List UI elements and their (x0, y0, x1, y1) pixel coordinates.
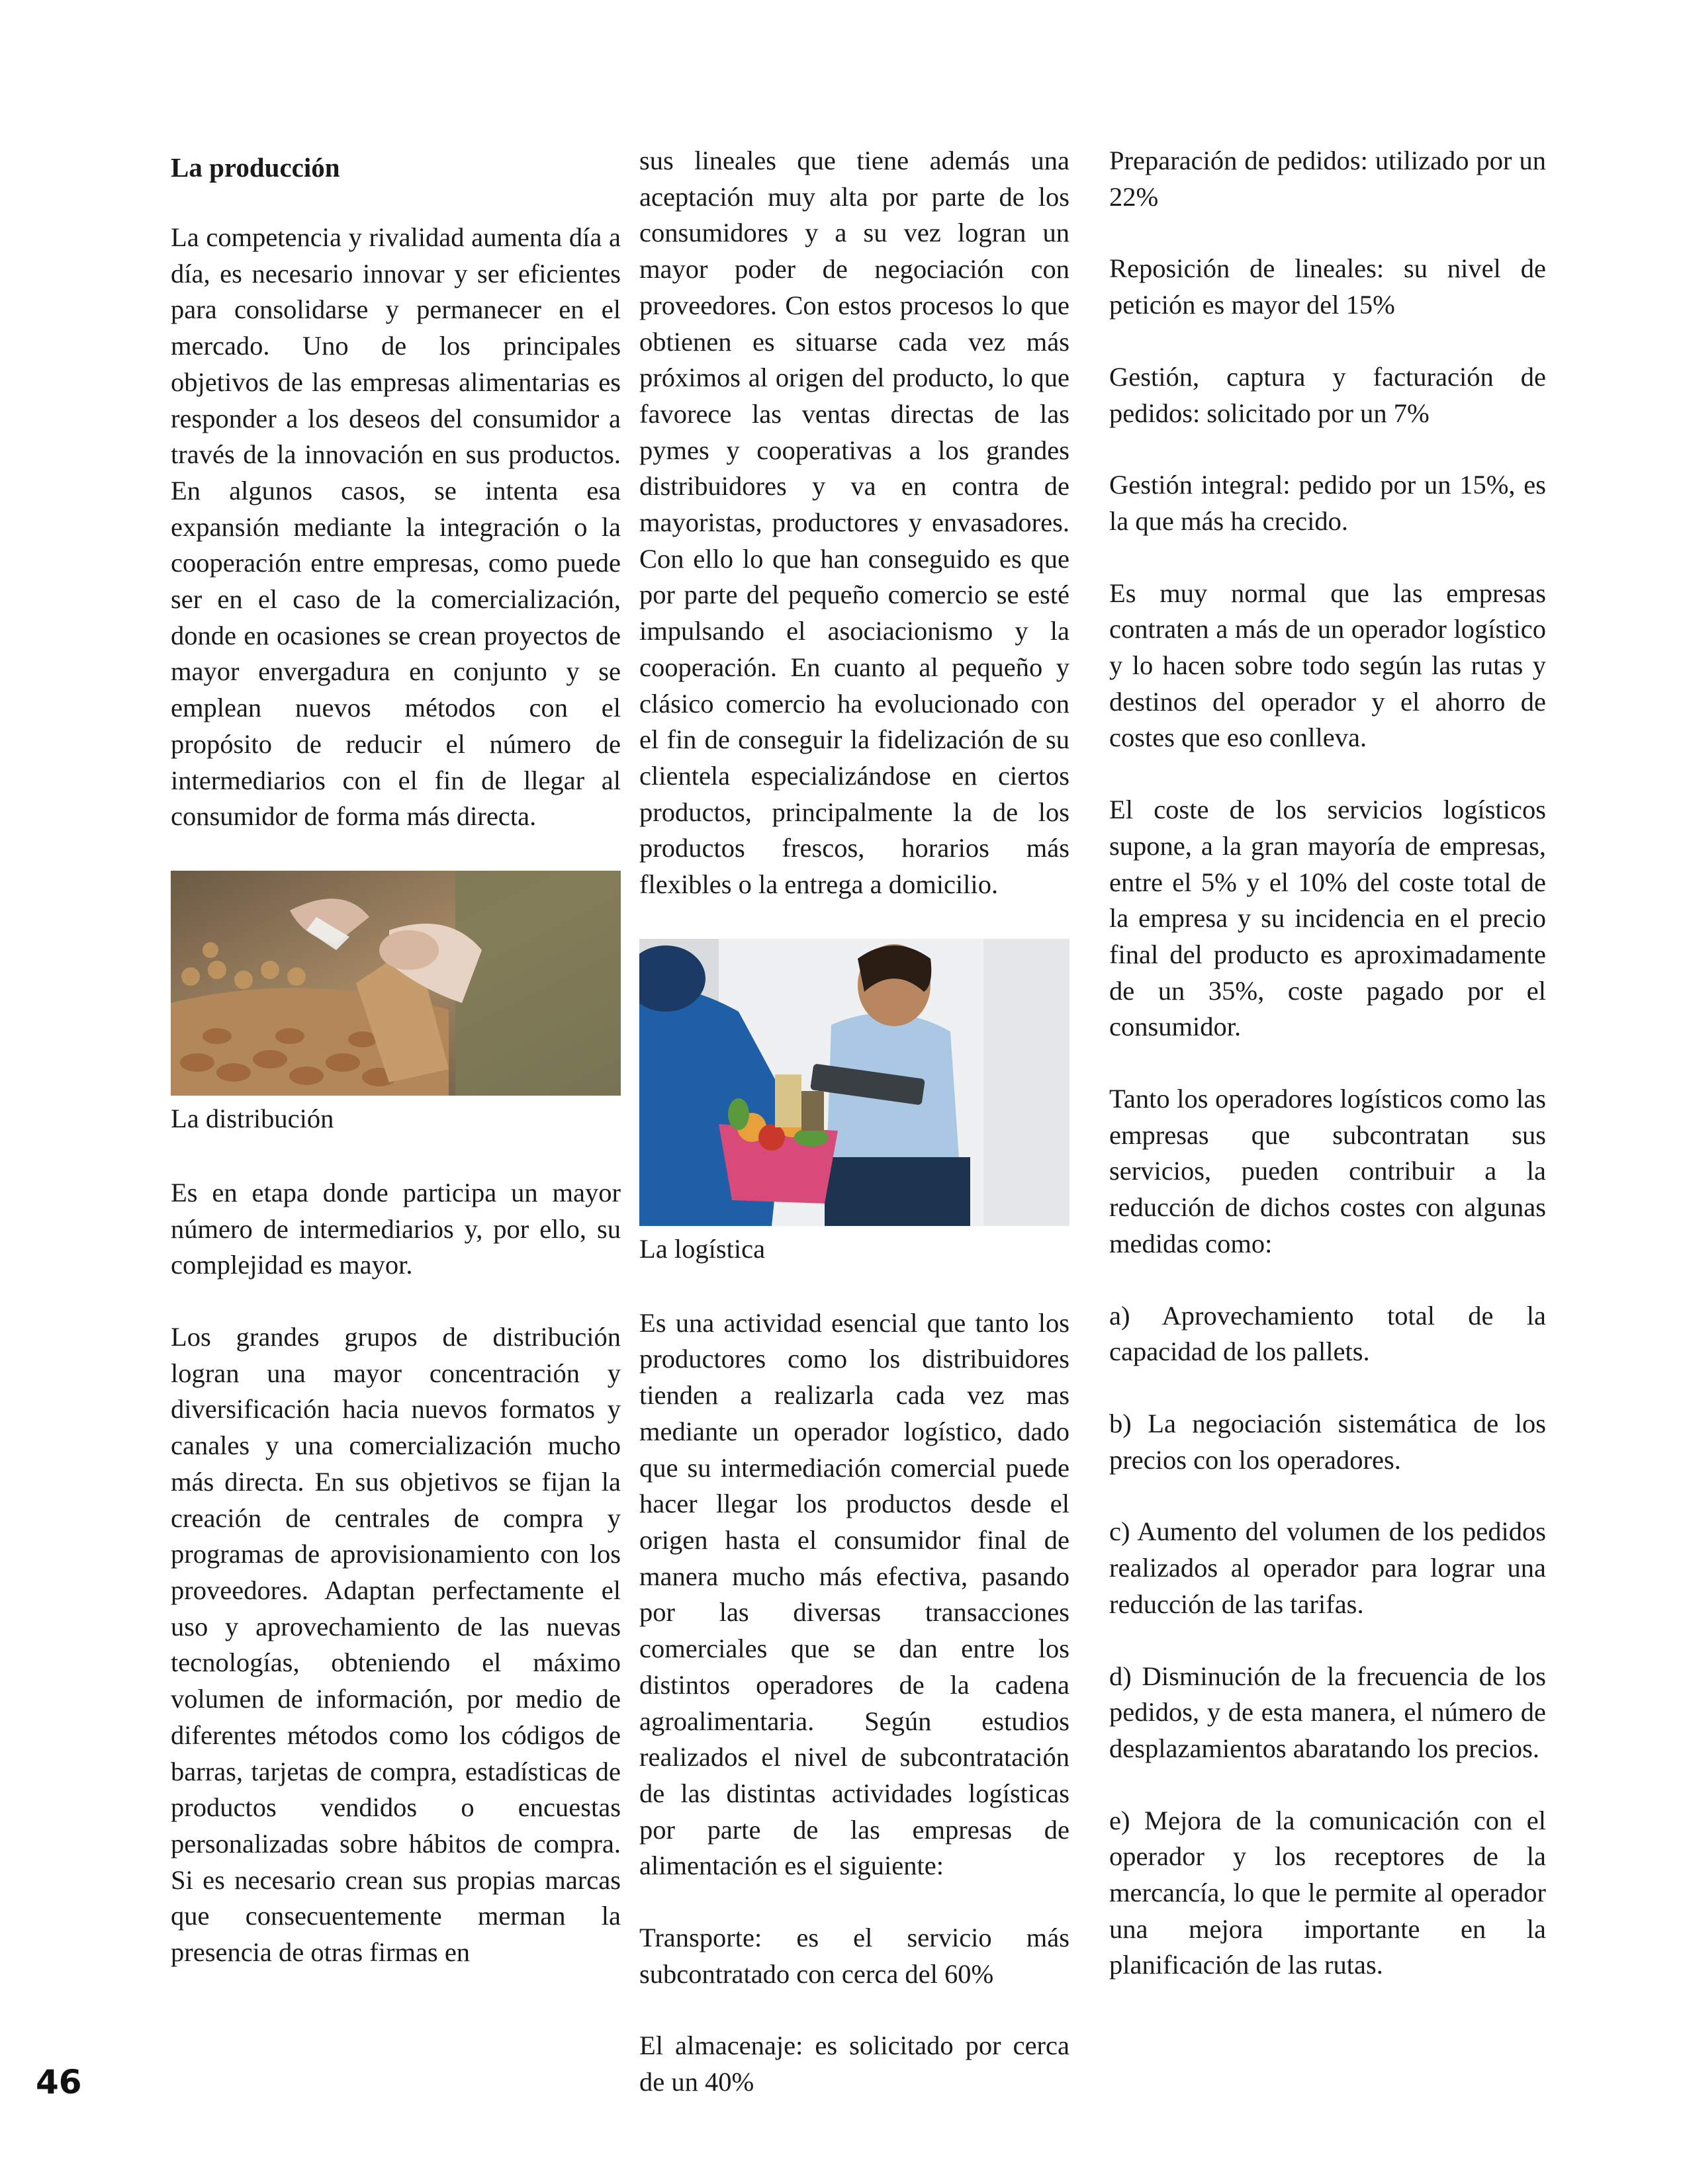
column-3 (1109, 143, 1546, 2019)
page-number: 46 (36, 2063, 82, 2101)
figure-caption: La distribución (171, 1103, 334, 1133)
paragraph: Preparación de pedidos: utilizado por un 22% (1109, 146, 1546, 212)
paragraph: La competencia y rivalidad aumenta día a día, es necesario innovar y ser eficientes para consolidarse y permanecer en el mercado. Uno de los principales objetivos de las empresas alimentarias es responder a los deseos del consumidor a través de la innovación en sus productos. En algunos casos, se intenta esa expansión mediante la integración o la cooperación entre empresas, como puede ser en el caso de la comercialización, donde en ocasiones se crean proyectos de mayor envergadura en conjunto y se emplean nuevos métodos con el propósito de reducir el número de intermediarios con el fin de llegar al consumidor de forma más directa. (171, 222, 621, 832)
paragraph: Es en etapa donde participa un mayor número de intermediarios y, por ello, su complejidad es mayor. (171, 1177, 621, 1280)
nuts-market-photo (171, 871, 621, 1096)
column-1 (171, 143, 621, 2007)
paragraph: Gestión, captura y facturación de pedidos: solicitado por un 7% (1109, 361, 1546, 428)
paragraph: Tanto los operadores logísticos como las empresas que subcontratan sus servicios, pueden contribuir a la reducción de dichos costes con algunas medidas como: (1109, 1084, 1546, 1258)
paragraph: El coste de los servicios logísticos supone, a la gran mayoría de empresas, entre el 5% y el 10% del coste total de la empresa y su incidencia en el precio final del producto es aproximadamente de un 35%, coste pagado por el consumidor. (1109, 795, 1546, 1042)
paragraph: Gestión integral: pedido por un 15%, es la que más ha crecido. (1109, 470, 1546, 536)
figure-caption: La logística (639, 1233, 766, 1264)
figure-distribution (171, 871, 621, 1137)
list-item: d) Disminución de la frecuencia de los pedidos, y de esta manera, el número de desplazamientos abaratando los precios. (1109, 1661, 1546, 1763)
delivery-photo (639, 939, 1069, 1226)
paragraph: Es una actividad esencial que tanto los productores como los distribuidores tienden a realizarla cada vez mas mediante un operador logístico, dado que su intermediación comercial puede hacer llegar los productos desde el origen hasta el consumidor final de manera mucho más efectiva, pasando por las diversas transacciones comerciales que se dan entre los distintos operadores de la cadena agroalimentaria. Según estudios realizados el nivel de subcontratación de las distintas actividades logísticas por parte de las empresas de alimentación es el siguiente: (639, 1307, 1069, 1881)
paragraph: El almacenaje: es solicitado por cerca de un 40% (639, 2031, 1069, 2097)
paragraph: Transporte: es el servicio más subcontratado con cerca del 60% (639, 1923, 1069, 1989)
list-item: e) Mejora de la comunicación con el operador y los receptores de la mercancía, lo que le permite al operador una mejora importante en la planificación de las rutas. (1109, 1805, 1546, 1980)
paragraph: Reposición de lineales: su nivel de petición es mayor del 15% (1109, 253, 1546, 320)
list-item: a) Aprovechamiento total de la capacidad de los pallets. (1109, 1300, 1546, 1367)
paragraph: sus lineales que tiene además una aceptación muy alta por parte de los consumidores y a su vez logran un mayor poder de negociación con proveedores. Con estos procesos lo que obtienen es situarse cada vez más próximos al origen del producto, lo que favorece las ventas directas de las pymes y cooperativas a los grandes distribuidores y va en contra de mayoristas, productores y envasadores. Con ello lo que han conseguido es que por parte del pequeño comercio se esté impulsando el asociacionismo y la cooperación. En cuanto al pequeño y clásico comercio ha evolucionado con el fin de conseguir la fidelización de su clientela especializándose en ciertos productos, principalmente la de los productos frescos, horarios más flexibles o la entrega a domicilio. (639, 146, 1069, 900)
paragraph: Los grandes grupos de distribución logran una mayor concentración y diversificación hacia nuevos formatos y canales y una comercialización mucho más directa. En sus objetivos se fijan la creación de centrales de compra y programas de aprovisionamiento con los proveedores. Adaptan perfectamente el uso y aprovechamiento de las nuevas tecnologías, obteniendo el máximo volumen de información, por medio de diferentes métodos como los códigos de barras, tarjetas de compra, estadísticas de productos vendidos o encuestas personalizadas sobre hábitos de compra. Si es necesario crean sus propias marcas que consecuentemente merman la presencia de otras firmas en (171, 1322, 621, 1968)
section-heading: La producción (171, 152, 340, 183)
column-2 (639, 143, 1069, 2136)
list-item: c) Aumento del volumen de los pedidos realizados al operador para lograr una reducción de las tarifas. (1109, 1516, 1546, 1619)
paragraph: Es muy normal que las empresas contraten a más de un operador logístico y lo hacen sobre todo según las rutas y destinos del operador y el ahorro de costes que eso conlleva. (1109, 578, 1546, 753)
figure-logistics (639, 939, 1069, 1267)
list-item: b) La negociación sistemática de los precios con los operadores. (1109, 1408, 1546, 1475)
